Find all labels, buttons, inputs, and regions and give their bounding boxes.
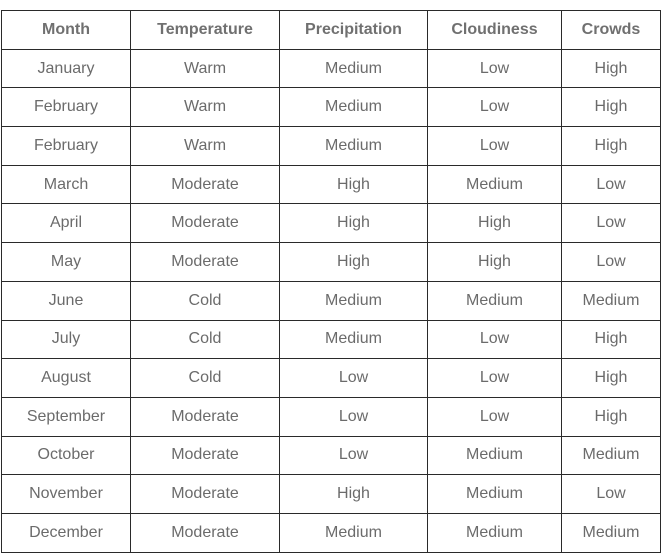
cell-cloudiness: Medium (428, 513, 562, 552)
cell-crowds: Medium (562, 436, 661, 475)
cell-month: January (2, 49, 131, 88)
cell-temperature: Moderate (131, 397, 280, 436)
header-month: Month (2, 11, 131, 50)
cell-cloudiness: Low (428, 49, 562, 88)
header-crowds: Crowds (562, 11, 661, 50)
cell-temperature: Cold (131, 281, 280, 320)
cell-month: November (2, 475, 131, 514)
cell-crowds: Medium (562, 281, 661, 320)
cell-cloudiness: Low (428, 88, 562, 127)
table-row (2, 88, 661, 127)
travel-conditions-table-container (1, 10, 661, 553)
cell-precipitation: High (280, 204, 428, 243)
cell-temperature: Moderate (131, 475, 280, 514)
cell-cloudiness: Medium (428, 436, 562, 475)
cell-crowds: High (562, 88, 661, 127)
cell-month: August (2, 359, 131, 398)
cell-month: April (2, 204, 131, 243)
cell-cloudiness: High (428, 204, 562, 243)
cell-temperature: Warm (131, 127, 280, 166)
cell-crowds: Medium (562, 513, 661, 552)
cell-temperature: Warm (131, 88, 280, 127)
cell-cloudiness: Medium (428, 281, 562, 320)
cell-temperature: Cold (131, 320, 280, 359)
cell-cloudiness: Low (428, 320, 562, 359)
table-row (2, 243, 661, 282)
cell-temperature: Moderate (131, 165, 280, 204)
cell-crowds: High (562, 359, 661, 398)
table-row (2, 436, 661, 475)
table-row (2, 359, 661, 398)
cell-precipitation: Medium (280, 513, 428, 552)
cell-month: September (2, 397, 131, 436)
cell-crowds: High (562, 127, 661, 166)
cell-crowds: Low (562, 165, 661, 204)
cell-month: May (2, 243, 131, 282)
cell-month: June (2, 281, 131, 320)
table-row (2, 127, 661, 166)
table-row (2, 475, 661, 514)
cell-precipitation: Low (280, 359, 428, 398)
cell-cloudiness: Medium (428, 475, 562, 514)
cell-month: February (2, 88, 131, 127)
cell-precipitation: Medium (280, 49, 428, 88)
cell-precipitation: High (280, 165, 428, 204)
table-row (2, 49, 661, 88)
cell-cloudiness: Low (428, 127, 562, 166)
table-row (2, 320, 661, 359)
header-temperature: Temperature (131, 11, 280, 50)
header-cloudiness: Cloudiness (428, 11, 562, 50)
cell-month: October (2, 436, 131, 475)
cell-precipitation: Medium (280, 127, 428, 166)
header-precipitation: Precipitation (280, 11, 428, 50)
cell-crowds: Low (562, 204, 661, 243)
cell-crowds: High (562, 320, 661, 359)
cell-precipitation: Low (280, 397, 428, 436)
cell-precipitation: Low (280, 436, 428, 475)
cell-cloudiness: Low (428, 397, 562, 436)
cell-cloudiness: Low (428, 359, 562, 398)
cell-precipitation: High (280, 243, 428, 282)
cell-temperature: Moderate (131, 204, 280, 243)
travel-conditions-table (1, 10, 661, 553)
cell-precipitation: Medium (280, 320, 428, 359)
cell-temperature: Moderate (131, 436, 280, 475)
cell-crowds: Low (562, 475, 661, 514)
table-row (2, 397, 661, 436)
cell-temperature: Warm (131, 49, 280, 88)
cell-temperature: Moderate (131, 513, 280, 552)
cell-month: February (2, 127, 131, 166)
cell-precipitation: Medium (280, 88, 428, 127)
cell-month: July (2, 320, 131, 359)
table-row (2, 513, 661, 552)
cell-temperature: Moderate (131, 243, 280, 282)
table-row (2, 165, 661, 204)
cell-month: March (2, 165, 131, 204)
cell-month: December (2, 513, 131, 552)
cell-crowds: High (562, 49, 661, 88)
cell-crowds: Low (562, 243, 661, 282)
cell-precipitation: Medium (280, 281, 428, 320)
cell-cloudiness: Medium (428, 165, 562, 204)
cell-temperature: Cold (131, 359, 280, 398)
table-header-row (2, 11, 661, 50)
table-row (2, 281, 661, 320)
cell-cloudiness: High (428, 243, 562, 282)
cell-precipitation: High (280, 475, 428, 514)
table-row (2, 204, 661, 243)
cell-crowds: High (562, 397, 661, 436)
